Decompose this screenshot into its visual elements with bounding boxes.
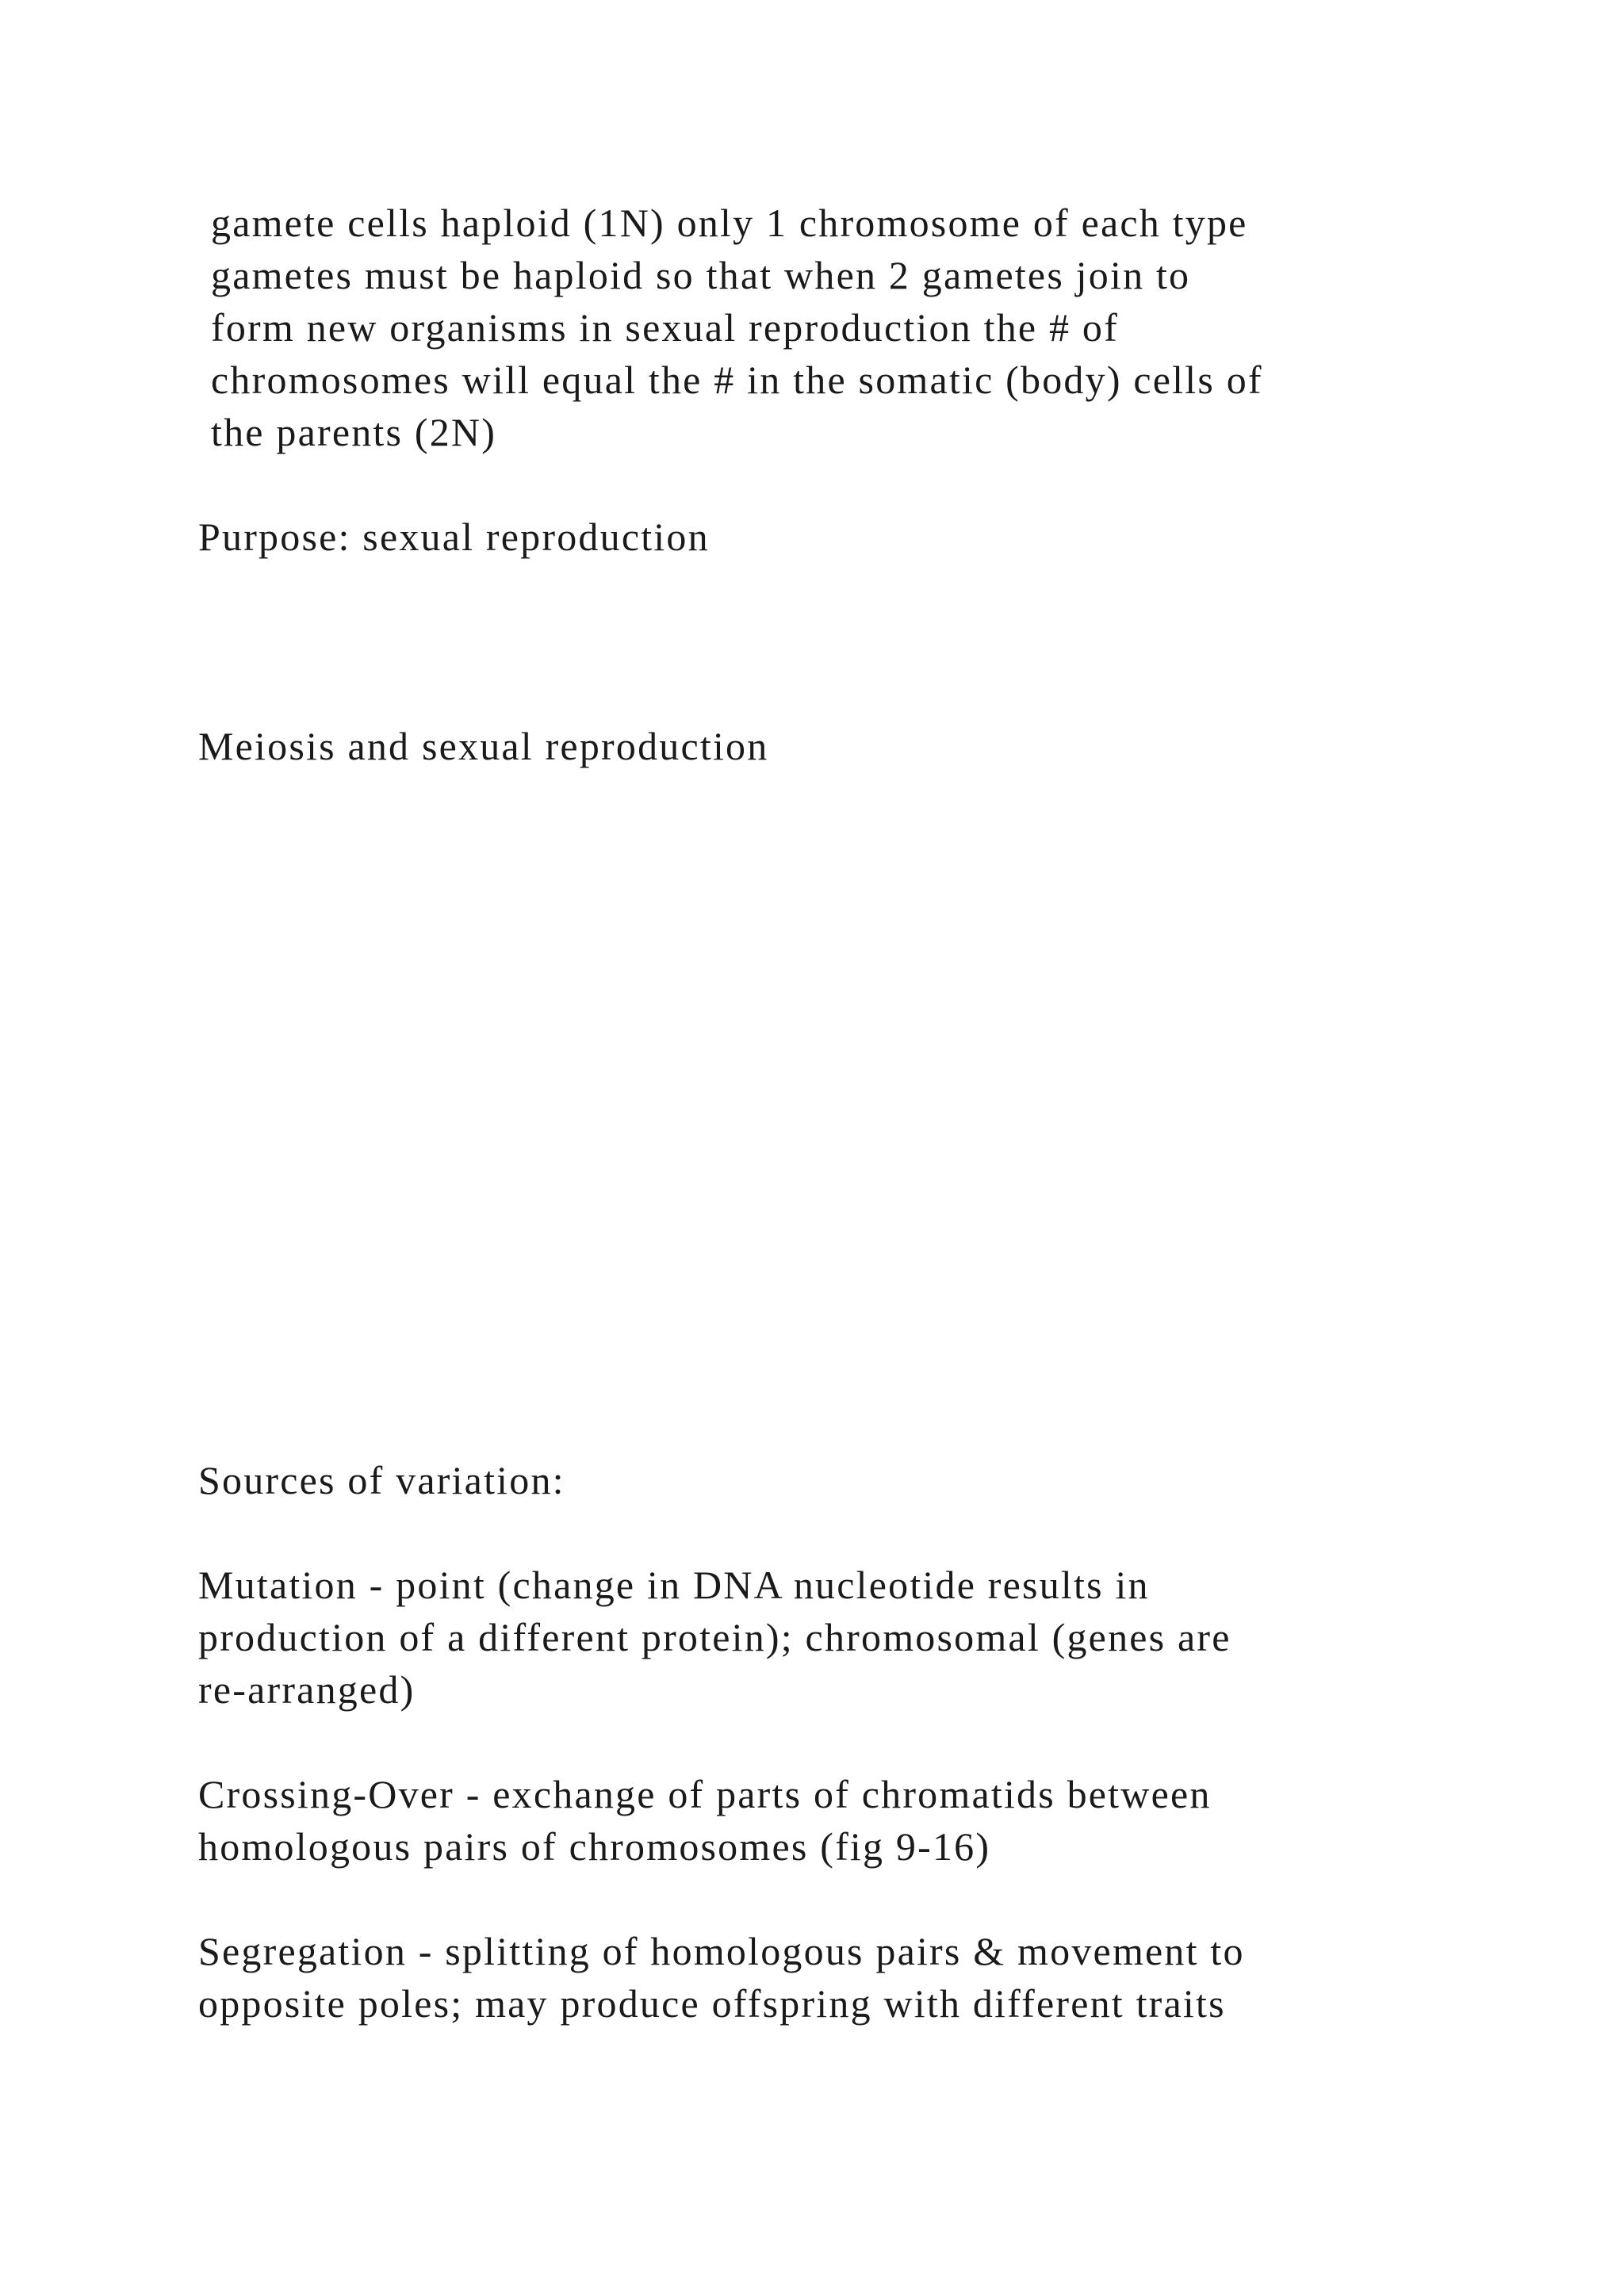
text-line: re-arranged) xyxy=(198,1667,416,1712)
text-line: Segregation - splitting of homologous pairs & movement to xyxy=(198,1929,1245,1973)
text-line: form new organisms in sexual reproduction the # of xyxy=(211,305,1119,350)
purpose-line: Purpose: sexual reproduction xyxy=(198,515,710,559)
text-line: chromosomes will equal the # in the somatic (body) cells of xyxy=(211,358,1263,402)
text-line: gamete cells haploid (1N) only 1 chromosome of each type xyxy=(211,201,1248,245)
meiosis-heading: Meiosis and sexual reproduction xyxy=(198,724,769,768)
text-line: homologous pairs of chromosomes (fig 9-16) xyxy=(198,1824,991,1869)
text-line: Crossing-Over - exchange of parts of chromatids between xyxy=(198,1772,1212,1816)
text-line: opposite poles; may produce offspring with different traits xyxy=(198,1981,1226,2026)
text-line: production of a different protein); chromosomal (genes are xyxy=(198,1615,1231,1659)
text-line: the parents (2N) xyxy=(211,410,497,454)
sources-heading: Sources of variation: xyxy=(198,1458,565,1502)
text-line: Mutation - point (change in DNA nucleotide results in xyxy=(198,1563,1150,1607)
text-line: gametes must be haploid so that when 2 gametes join to xyxy=(211,253,1191,297)
